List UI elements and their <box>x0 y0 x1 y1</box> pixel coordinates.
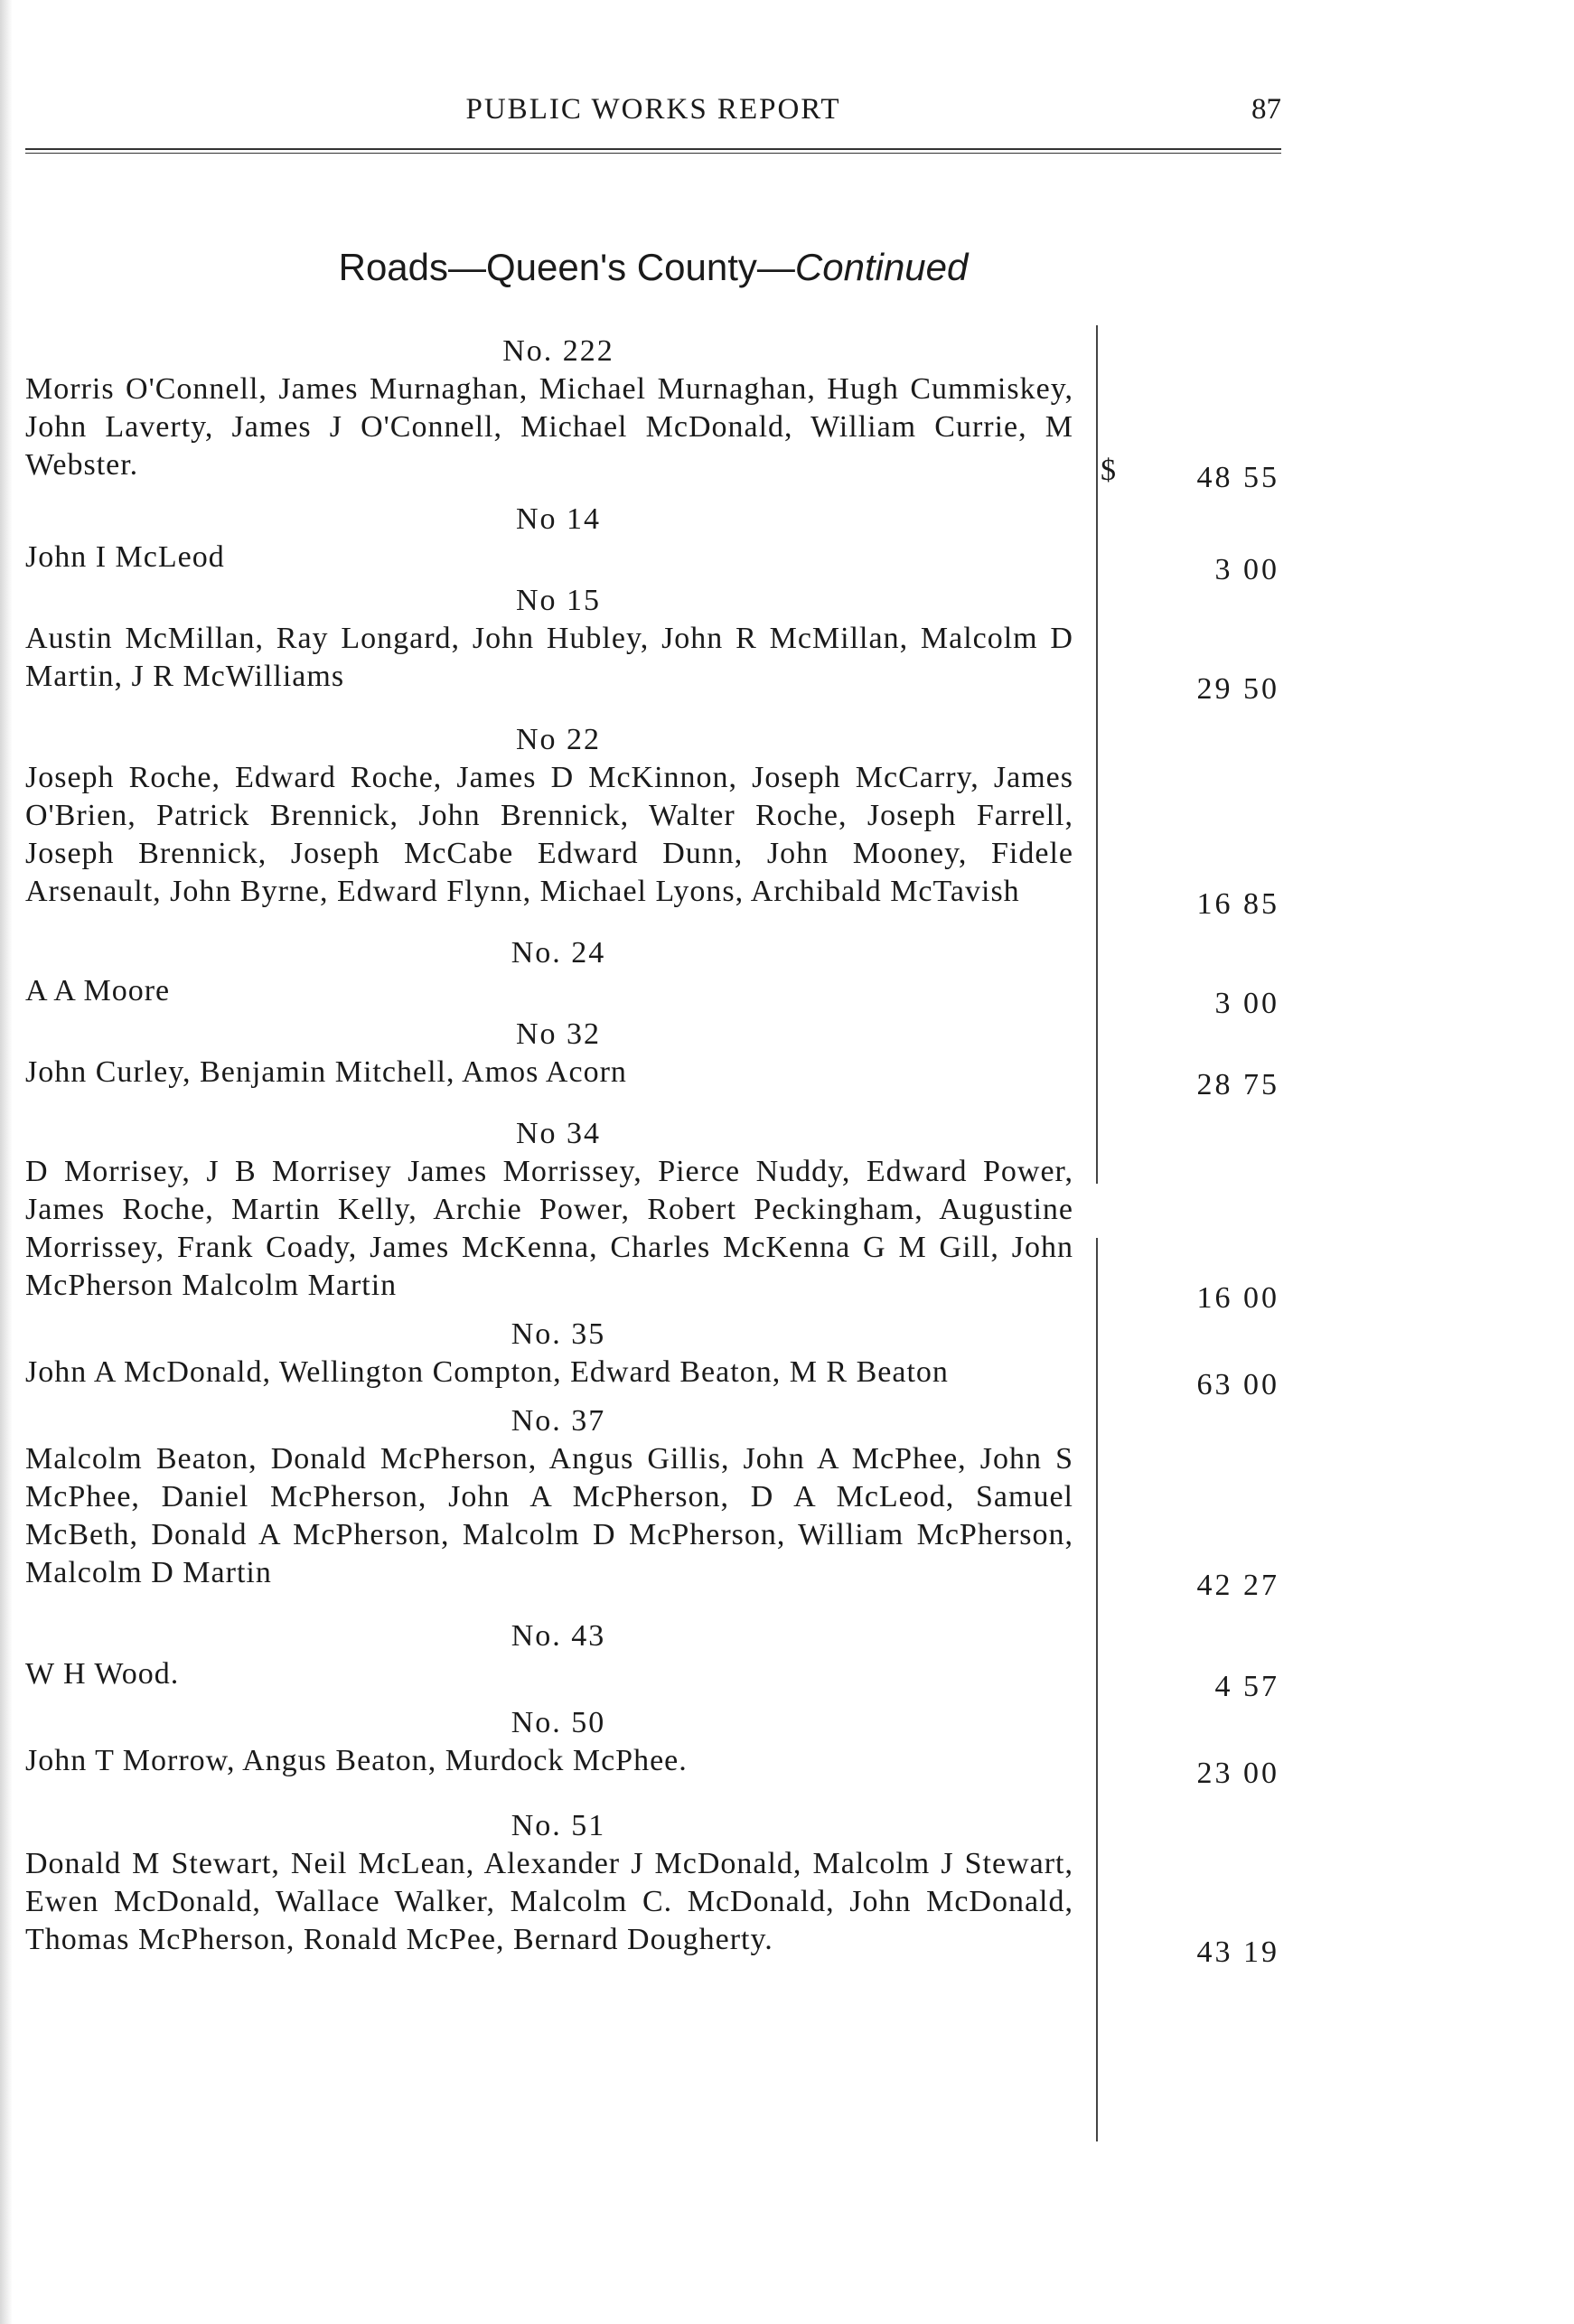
entry-number: No 15 <box>515 584 602 617</box>
entry-names: John A McDonald, Wellington Compton, Edward Beaton, M R Beaton <box>25 1355 949 1389</box>
entry-amount: 42 27 <box>1196 1569 1279 1602</box>
entry-amount: 4 57 <box>1214 1670 1279 1703</box>
entry-51 <box>25 1807 1290 1969</box>
entry-amount: 63 00 <box>1196 1368 1279 1401</box>
entry-names: John Curley, Benjamin Mitchell, Amos Acorn <box>25 1055 627 1089</box>
entry-number: No. 51 <box>511 1809 606 1842</box>
entry-names: A A Moore <box>25 974 171 1007</box>
entry-22 <box>25 721 1290 921</box>
entry-32 <box>25 1016 1290 1101</box>
entry-amount: 28 75 <box>1196 1068 1279 1101</box>
entry-names: Austin McMillan, Ray Longard, John Hubley, John R McMillan, Malcolm D Martin, J R McWilliams <box>25 622 1073 693</box>
entry-amount: 48 55 <box>1196 461 1279 494</box>
entry-amount: 23 00 <box>1196 1757 1279 1790</box>
entry-names: Morris O'Connell, James Murnaghan, Michael Murnaghan, Hugh Cummiskey, John Laverty, James J O'Connell, Michael McDonald, William Currie, M Webster. <box>25 372 1073 482</box>
entry-50 <box>25 1704 1290 1790</box>
entry-names: John I McLeod <box>25 540 225 574</box>
running-header <box>25 86 1281 140</box>
entry-number: No 22 <box>515 723 602 756</box>
entry-amount: 3 00 <box>1214 987 1279 1020</box>
entry-number: No 14 <box>515 502 602 536</box>
header-rule <box>25 148 1281 154</box>
entry-names: D Morrisey, J B Morrisey James Morrissey, Pierce Nuddy, Edward Power, James Roche, Martin Kelly, Archie Power, Robert Peckingham, Augustine Morrissey, Frank Coady, James McKenna, Charles McKenna G M Gill, John McPherson Malcolm Martin <box>25 1155 1073 1302</box>
entry-15 <box>25 582 1290 706</box>
page-number: 87 <box>1251 93 1281 126</box>
entry-number: No. 24 <box>511 936 606 970</box>
entry-names: Donald M Stewart, Neil McLean, Alexander J McDonald, Malcolm J Stewart, Ewen McDonald, Wallace Walker, Malcolm C. McDonald, John McDonald, Thomas McPherson, Ronald McPee, Bernard Dougherty. <box>25 1847 1073 1956</box>
entry-amount: 16 00 <box>1196 1281 1279 1315</box>
entry-amount: 3 00 <box>1214 553 1279 586</box>
section-title <box>25 246 1281 289</box>
section-title-main: Roads—Queen's County— <box>338 246 795 288</box>
entry-37 <box>25 1402 1290 1602</box>
road-entries <box>25 333 1290 1969</box>
entry-names: John T Morrow, Angus Beaton, Murdock McPhee. <box>25 1744 688 1777</box>
entry-14 <box>25 501 1290 586</box>
section-title-continued: Continued <box>794 246 969 288</box>
entry-number: No. 50 <box>511 1706 606 1739</box>
entry-names: W H Wood. <box>25 1657 180 1691</box>
entry-number: No. 43 <box>511 1619 606 1653</box>
page-edge-shadow <box>0 0 13 2324</box>
entry-222 <box>25 333 1290 494</box>
entry-amount: 16 85 <box>1196 887 1279 921</box>
entry-43 <box>25 1617 1290 1703</box>
entry-34 <box>25 1115 1290 1315</box>
entry-number: No. 35 <box>511 1317 606 1351</box>
entry-35 <box>25 1316 1290 1401</box>
entry-amount: 43 19 <box>1196 1935 1279 1969</box>
running-title: PUBLIC WORKS REPORT <box>465 93 841 126</box>
entry-number: No 32 <box>515 1017 602 1051</box>
entry-names: Malcolm Beaton, Donald McPherson, Angus Gillis, John A McPhee, John S McPhee, Daniel McPherson, John A McPherson, D A McLeod, Samuel McBeth, Donald A McPherson, Malcolm D McPherson, William McPherson, Malcolm D Martin <box>25 1442 1073 1589</box>
entry-24 <box>25 934 1290 1020</box>
dollar-sign: $ <box>1101 454 1116 487</box>
entry-number: No 34 <box>515 1117 602 1150</box>
entry-amount: 29 50 <box>1196 672 1279 706</box>
entry-names: Joseph Roche, Edward Roche, James D McKinnon, Joseph McCarry, James O'Brien, Patrick Brennick, John Brennick, Walter Roche, Joseph Farrell, Joseph Brennick, Joseph McCabe Edward Dunn, John Mooney, Fidele Arsenault, John Byrne, Edward Flynn, Michael Lyons, Archibald McTavish <box>25 761 1073 908</box>
entry-number: No. 222 <box>502 334 614 368</box>
entry-number: No. 37 <box>511 1404 606 1438</box>
